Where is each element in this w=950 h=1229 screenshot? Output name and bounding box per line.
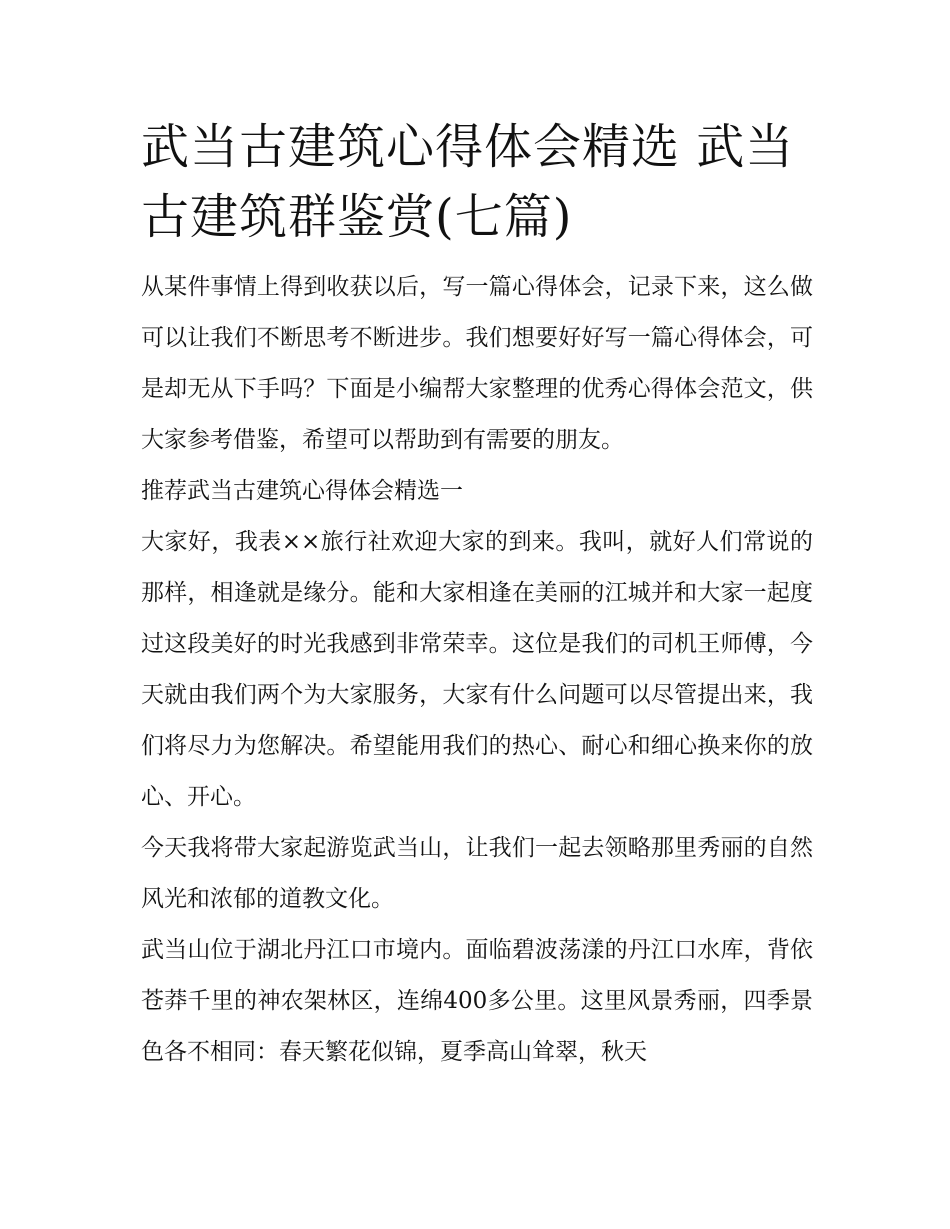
document-content: [141, 112, 813, 1078]
document-title: 武当古建筑心得体会精选 武当古建筑群鉴赏(七篇): [141, 119, 795, 245]
document-body: [141, 262, 813, 1078]
paragraph-tour-intro: 今天我将带大家起游览武当山，让我们一起去领略那里秀丽的自然风光和浓郁的道教文化。: [141, 835, 813, 912]
paragraph-intro: 从某件事情上得到收获以后，写一篇心得体会，记录下来，这么做可以让我们不断思考不断进步。我们想要好好写一篇心得体会，可是却无从下手吗？下面是小编帮大家整理的优秀心得体会范文，供大家参考借鉴，希望可以帮助到有需要的朋友。: [141, 274, 813, 453]
paragraph-welcome: 大家好，我表××旅行社欢迎大家的到来。我叫，就好人们常说的那样，相逢就是缘分。能和大家相逢在美丽的江城并和大家一起度过这段美好的时光我感到非常荣幸。这位是我们的司机王师傅，今天就由我们两个为大家服务，大家有什么问题可以尽管提出来，我们将尽力为您解决。希望能用我们的热心、耐心和细心换来你的放心、开心。: [141, 529, 813, 810]
paragraph-wudang-location: 武当山位于湖北丹江口市境内。面临碧波荡漾的丹江口水库，背依苍莽千里的神农架林区，连绵400多公里。这里风景秀丽，四季景色各不相同：春天繁花似锦，夏季高山耸翠，秋天: [141, 937, 813, 1065]
section-heading: 推荐武当古建筑心得体会精选一: [141, 478, 463, 504]
